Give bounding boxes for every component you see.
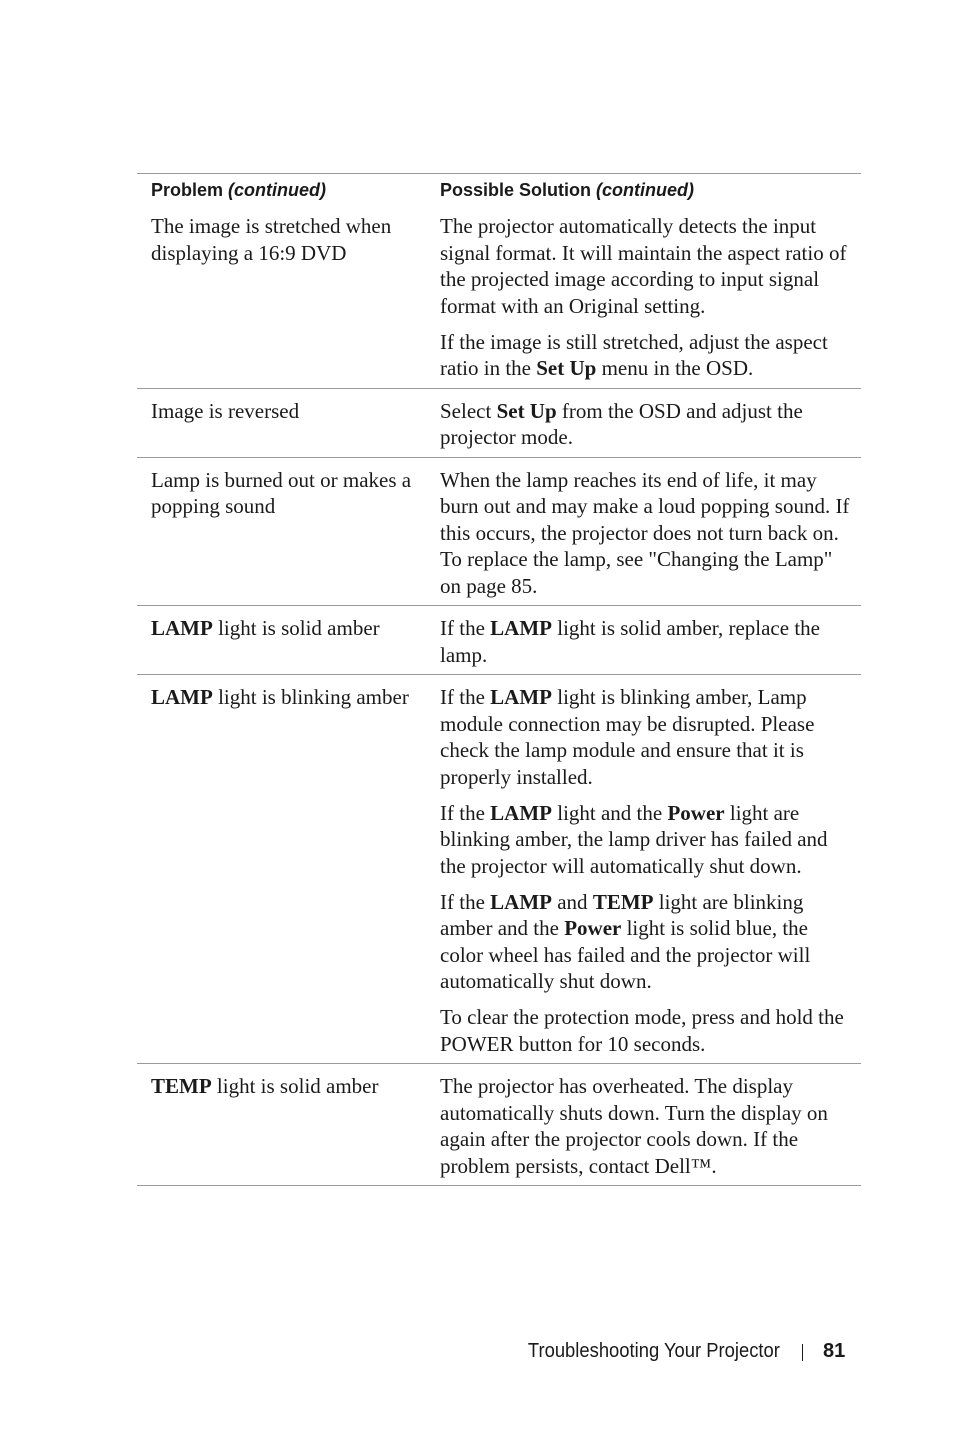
table-row xyxy=(137,458,861,607)
text-run: The projector automatically detects the input signal format. It will maintain the aspect ratio of the projected image according to input signal format with an Original setting. xyxy=(440,214,847,318)
problem-cell xyxy=(137,467,426,600)
text-run: light is blinking amber, Lamp module connection may be disrupted. Please check the lamp module and ensure that it is properly installed. xyxy=(440,685,815,789)
footer-section-title: Troubleshooting Your Projector xyxy=(528,1340,780,1362)
text-run: When the lamp reaches its end of life, it may burn out and may make a loud popping sound. If this occurs, the projector does not turn back on. To replace the lamp, see "Changing the Lamp" on page 85. xyxy=(440,467,850,598)
text-run: menu in the OSD. xyxy=(596,356,754,380)
solution-paragraph xyxy=(440,615,853,668)
table-row xyxy=(137,205,861,389)
problem-text xyxy=(151,684,426,711)
text-run: light is solid blue, the color wheel has failed and the projector will automatically shut down. xyxy=(440,916,811,993)
solution-paragraph xyxy=(440,398,853,451)
text-run: If the xyxy=(440,685,491,709)
bold-term: TEMP xyxy=(592,889,654,914)
text-run: The image is stretched when displaying a 16:9 DVD xyxy=(151,214,392,265)
bold-term: LAMP xyxy=(490,800,552,825)
problem-cell xyxy=(137,684,426,1057)
text-run: light are blinking amber and the xyxy=(440,889,804,940)
solution-cell xyxy=(426,1073,861,1179)
problem-text xyxy=(151,213,426,266)
bold-term: LAMP xyxy=(490,685,552,709)
solution-cell xyxy=(426,398,861,451)
text-run: Select xyxy=(440,398,497,423)
text-run: from the OSD and adjust the projector mode. xyxy=(440,398,803,449)
problem-text xyxy=(151,615,426,642)
text-run: light are blinking amber, the lamp driver has failed and the projector will automatically shut down. xyxy=(440,800,828,878)
text-run: Image is reversed xyxy=(151,398,300,423)
text-run: light is solid amber xyxy=(211,1074,379,1098)
table-row xyxy=(137,1064,861,1186)
table-body xyxy=(137,205,861,1186)
bold-term: LAMP xyxy=(490,889,552,914)
text-run: If the image is still stretched, adjust the aspect ratio in the xyxy=(440,329,828,380)
text-run: If the xyxy=(440,616,491,640)
problem-text xyxy=(151,1073,426,1100)
footer-divider xyxy=(802,1344,803,1361)
solution-paragraph xyxy=(440,889,853,995)
solution-cell xyxy=(426,213,861,382)
bold-term: TEMP xyxy=(151,1074,212,1098)
problem-header-label: Problem xyxy=(151,180,224,200)
solution-paragraph xyxy=(440,329,853,382)
text-run: and xyxy=(551,889,593,914)
text-run: light and the xyxy=(551,800,668,825)
text-run: light is solid amber, replace the lamp. xyxy=(440,616,820,667)
text-run: Lamp is burned out or makes a popping sound xyxy=(151,467,412,518)
solution-header-label: Possible Solution xyxy=(440,180,592,200)
bold-term: LAMP xyxy=(151,616,213,640)
text-run: light is blinking amber xyxy=(212,685,409,709)
bold-term: Power xyxy=(667,800,725,825)
bold-term: Set Up xyxy=(496,398,557,423)
bold-term: LAMP xyxy=(490,616,552,640)
table-row xyxy=(137,675,861,1064)
problem-header-continued: (continued) xyxy=(228,180,327,200)
solution-column-header xyxy=(426,179,861,205)
text-run: The projector has overheated. The display automatically shuts down. Turn the display on again after the projector cools down. If the problem persists, contact Dell™. xyxy=(440,1074,828,1178)
solution-cell xyxy=(426,684,861,1057)
problem-cell xyxy=(137,615,426,668)
solution-paragraph xyxy=(440,467,853,600)
bold-term: Set Up xyxy=(536,356,597,380)
page-footer xyxy=(0,1338,954,1366)
problem-cell xyxy=(137,1073,426,1179)
page-number: 81 xyxy=(823,1340,846,1362)
table-row xyxy=(137,606,861,675)
solution-paragraph xyxy=(440,1073,853,1179)
problem-column-header xyxy=(137,179,426,205)
problem-cell xyxy=(137,398,426,451)
solution-paragraph xyxy=(440,1004,853,1057)
text-run: To clear the protection mode, press and hold the POWER button for 10 seconds. xyxy=(440,1005,844,1056)
text-run: If the xyxy=(440,800,491,825)
solution-cell xyxy=(426,467,861,600)
problem-text xyxy=(151,467,426,520)
solution-header-continued: (continued) xyxy=(596,180,695,200)
solution-paragraph xyxy=(440,684,853,790)
solution-paragraph xyxy=(440,213,853,319)
solution-paragraph xyxy=(440,800,853,880)
text-run: If the xyxy=(440,889,491,914)
bold-term: Power xyxy=(564,916,622,940)
table-header xyxy=(137,174,861,205)
solution-cell xyxy=(426,615,861,668)
problem-cell xyxy=(137,213,426,382)
bold-term: LAMP xyxy=(151,685,213,709)
text-run: light is solid amber xyxy=(212,616,380,640)
table-row xyxy=(137,389,861,458)
problem-text xyxy=(151,398,426,425)
troubleshooting-table xyxy=(137,173,861,1186)
